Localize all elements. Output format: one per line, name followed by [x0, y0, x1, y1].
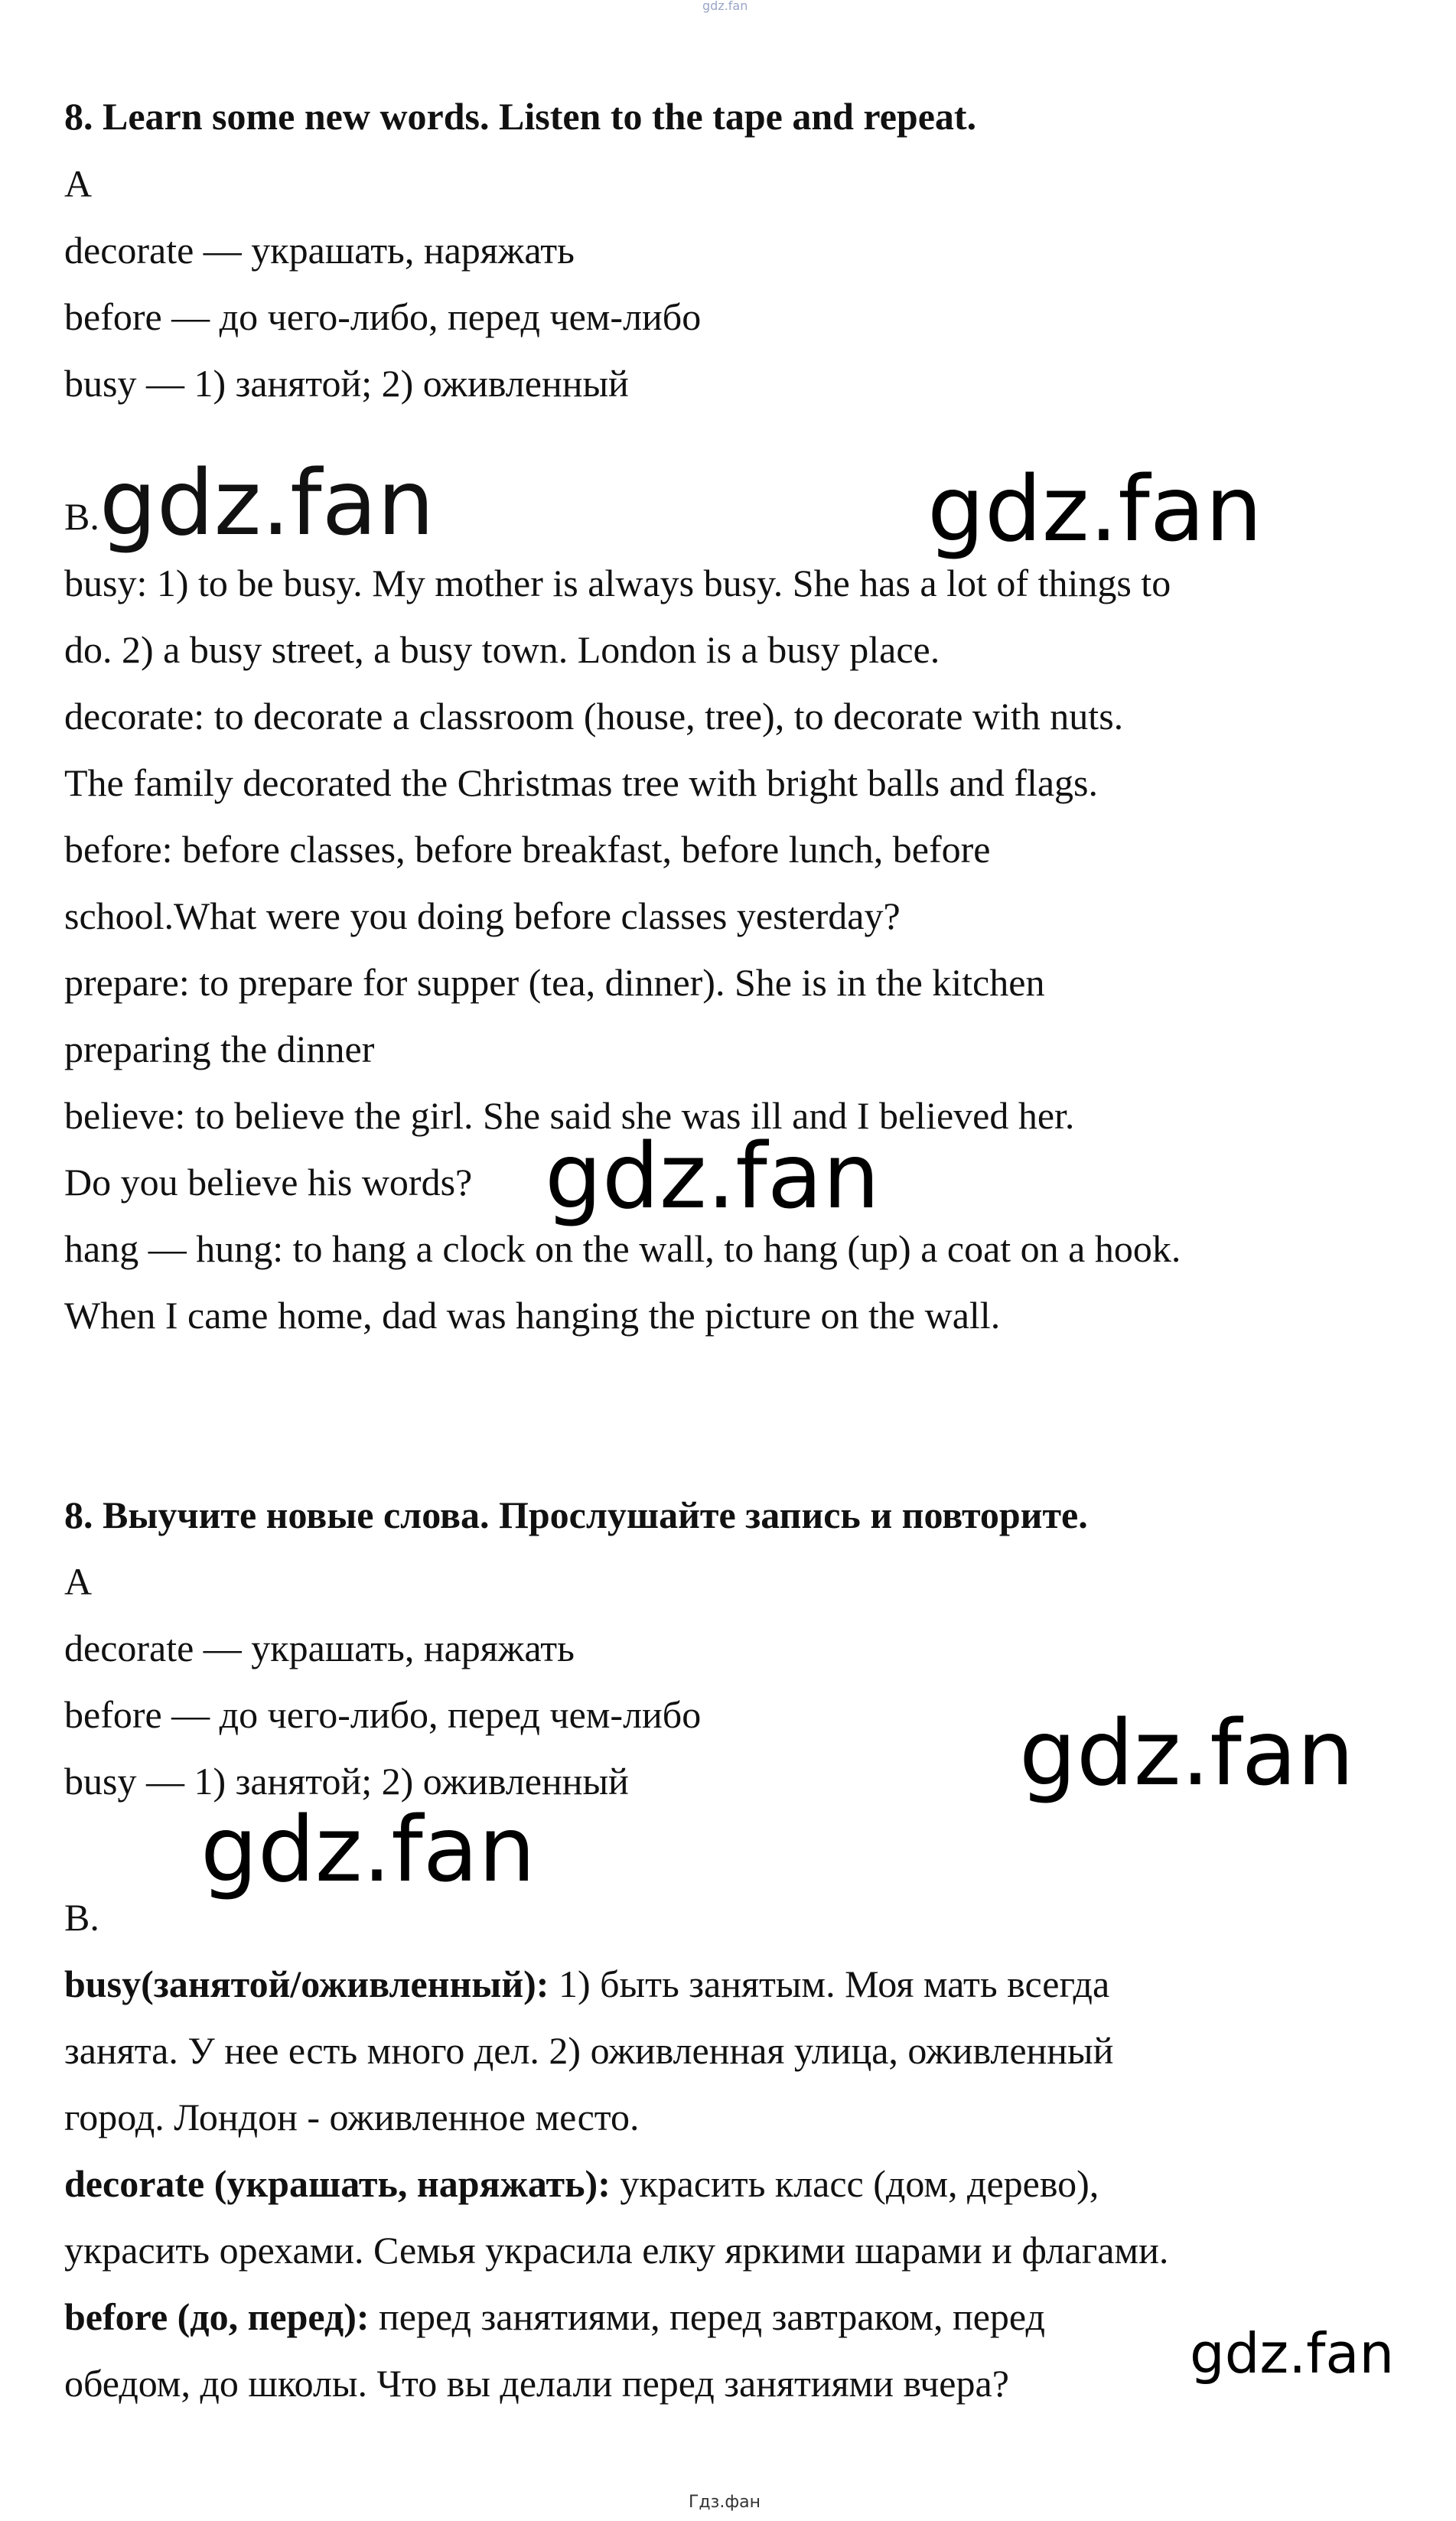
entry-term: before (до, перед):	[64, 2295, 370, 2338]
example-line-en: The family decorated the Christmas tree with bright balls and flags.	[64, 761, 1099, 804]
vocab-line-ru: busy — 1) занятой; 2) оживленный	[64, 1760, 629, 1803]
example-line-en: believe: to believe the girl. She said she was ill and I believed her.	[64, 1094, 1075, 1137]
entry-line-ru: город. Лондон - оживленное место.	[64, 2096, 640, 2138]
entry-term: busy(занятой/оживленный):	[64, 1962, 549, 2005]
entry-line-ru: обедом, до школы. Что вы делали перед занятиями вчера?	[64, 2362, 1009, 2405]
exercise-title-en: 8. Learn some new words. Listen to the tape and repeat.	[64, 95, 977, 138]
part-b-label-text: B.	[64, 495, 99, 538]
part-a-label-ru: A	[64, 1560, 93, 1603]
watermark: gdz.fan	[200, 1796, 536, 1902]
watermark: gdz.fan	[927, 456, 1262, 562]
vocab-line-en: decorate — украшать, наряжать	[64, 229, 575, 272]
vocab-line-en: before — до чего-либо, перед чем-либо	[64, 295, 702, 338]
exercise-title-ru: 8. Выучите новые слова. Прослушайте запись и повторите.	[64, 1493, 1088, 1536]
example-line-en: decorate: to decorate a classroom (house, tree), to decorate with nuts.	[64, 695, 1124, 738]
example-line-en: preparing the dinner	[64, 1028, 375, 1070]
watermark: gdz.fan	[99, 450, 435, 555]
example-line-en: busy: 1) to be busy. My mother is always busy. She has a lot of things to	[64, 562, 1171, 604]
footer-watermark: Гдз.фан	[689, 2493, 761, 2512]
entry-line-ru	[64, 2161, 1099, 2207]
vocab-line-en: busy — 1) занятой; 2) оживленный	[64, 362, 629, 405]
entry-line-ru	[64, 1961, 1109, 2007]
top-watermark: gdz.fan	[702, 0, 748, 13]
entry-line-ru: занята. У нее есть много дел. 2) оживленная улица, оживленный	[64, 2029, 1114, 2072]
vocab-line-ru: decorate — украшать, наряжать	[64, 1627, 575, 1669]
part-a-label-en: A	[64, 162, 93, 205]
example-line-en: school.What were you doing before classes yesterday?	[64, 894, 901, 937]
entry-line-ru: украсить орехами. Семья украсила елку яркими шарами и флагами.	[64, 2229, 1169, 2272]
example-line-en: Do you believe his words?	[64, 1161, 473, 1204]
example-line-en: prepare: to prepare for supper (tea, dinner). She is in the kitchen	[64, 961, 1045, 1004]
example-line-en: before: before classes, before breakfast, before lunch, before	[64, 828, 991, 871]
part-b-label-ru: B.	[64, 1896, 99, 1939]
example-line-en: do. 2) a busy street, a busy town. London is a busy place.	[64, 628, 940, 671]
entry-text: украсить класс (дом, дерево),	[610, 2162, 1099, 2205]
entry-line-ru	[64, 2294, 1045, 2340]
entry-term: decorate (украшать, наряжать):	[64, 2162, 611, 2205]
part-b-label-en	[64, 450, 435, 555]
vocab-line-ru: before — до чего-либо, перед чем-либо	[64, 1693, 702, 1736]
example-line-en: hang — hung: to hang a clock on the wall, to hang (up) a coat on a hook.	[64, 1227, 1181, 1270]
watermark: gdz.fan	[1190, 2321, 1395, 2386]
watermark: gdz.fan	[1019, 1700, 1354, 1806]
example-line-en: When I came home, dad was hanging the picture on the wall.	[64, 1294, 1001, 1337]
entry-text: перед занятиями, перед завтраком, перед	[369, 2295, 1045, 2338]
entry-text: 1) быть занятым. Моя мать всегда	[549, 1962, 1110, 2005]
watermark: gdz.fan	[545, 1123, 880, 1229]
